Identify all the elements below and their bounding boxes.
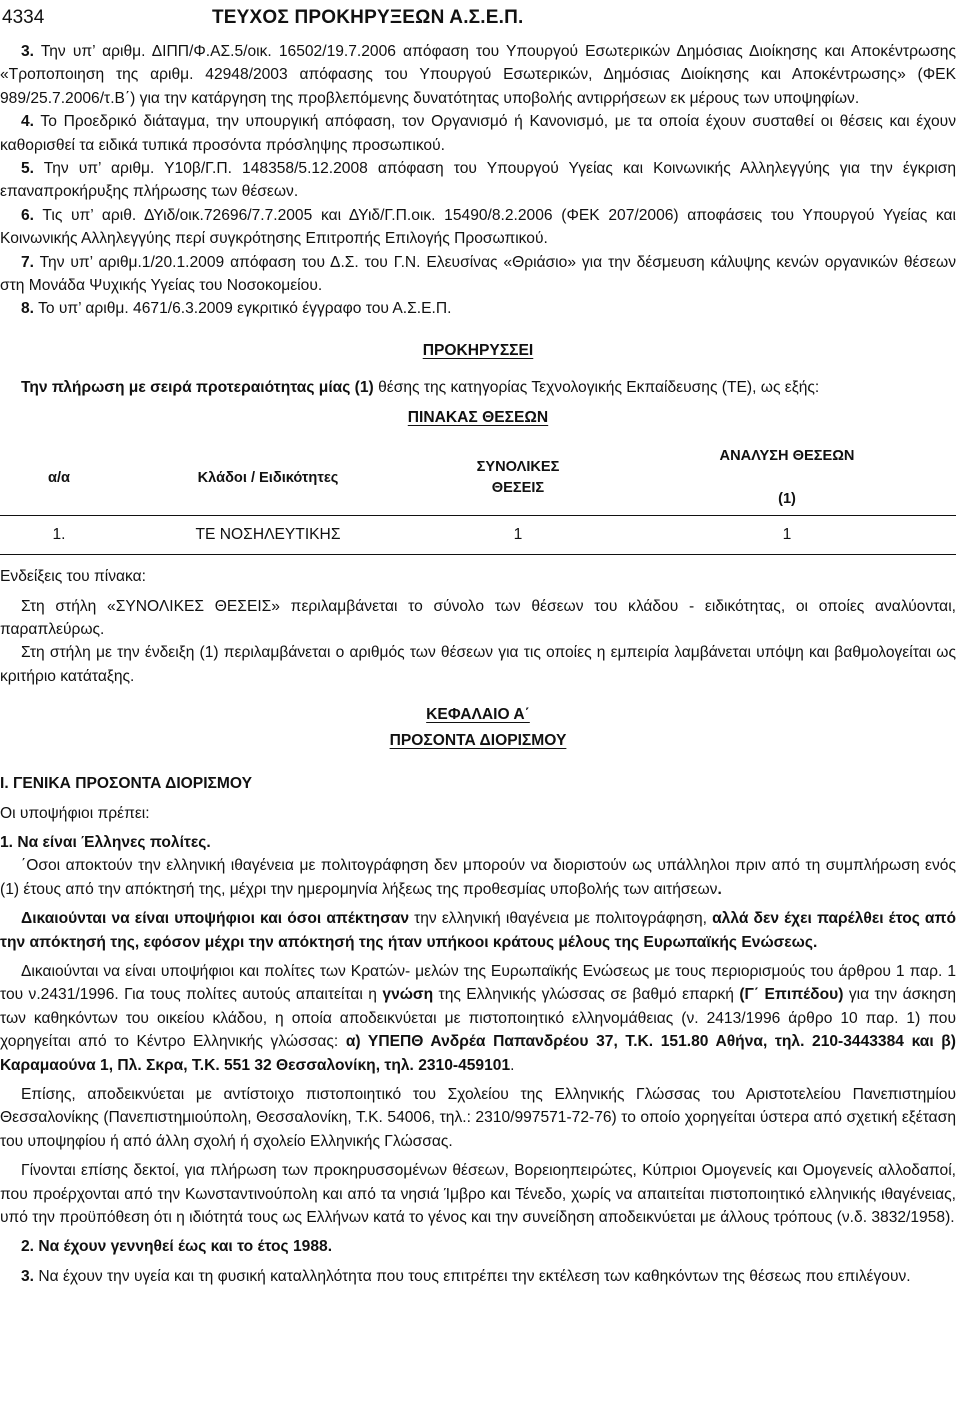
legend-paragraph-2: Στη στήλη με την ένδειξη (1) περιλαμβάνεται ο αριθμός των θέσεων για τις οποίες η εμπειρία λαμβάνεται υπόψη και βαθμολογείται ως κριτήριο κατάταξης. bbox=[0, 644, 956, 685]
req1-p1-text: ΄Οσοι αποκτούν την ελληνική ιθαγένεια με πολιτογράφηση δεν μπορούν να διοριστούν ως υπάλληλοι πριν από τη συμπλήρωση ενός (1) έτους από την απόκτησή της, μέχρι την ημερομηνία λήξεως της προθεσμίας υποβολής των αιτήσεων bbox=[0, 857, 956, 898]
requirement-1-paragraph-4: Επίσης, αποδεικνύεται με αντίστοιχο πιστοποιητικό του Σχολείου της Ελληνικής Γλώσσας του Αριστοτελείου Πανεπιστημίου Θεσσαλονίκης (Πανεπιστημιούπολη, Θεσσαλονίκη, Τ.Κ. 54006, τηλ.: 2310/997571-72-76) το οποίο χορηγείται ύστερα από σχετική εξέταση του υποψηφίου ή από άλλη σχολή ή σχολείο Ελληνικής Γλώσσας. bbox=[0, 1086, 956, 1150]
chapter-subtitle: ΠΡΟΣΟΝΤΑ ΔΙΟΡΙΣΜΟΥ bbox=[389, 732, 567, 750]
consideration-4 bbox=[0, 110, 956, 157]
col-header-total bbox=[418, 441, 618, 516]
cell-total: 1 bbox=[418, 516, 618, 555]
journal-title: ΤΕΥΧΟΣ ΠΡΟΚΗΡΥΞΕΩΝ Α.Σ.Ε.Π. bbox=[212, 7, 524, 28]
req1-p3-bold-level: (Γ΄ Επιπέδου) bbox=[739, 986, 844, 1004]
req1-p2-bold-a: Δικαιούνται να είναι υποψήφιοι και όσοι απέκτησαν bbox=[21, 910, 410, 928]
col-header-branch: Κλάδοι / Ειδικότητες bbox=[118, 441, 418, 516]
consideration-6 bbox=[0, 204, 956, 251]
consideration-7 bbox=[0, 251, 956, 298]
requirements-intro: Οι υποψήφιοι πρέπει: bbox=[0, 804, 150, 822]
consideration-5-text: Την υπ’ αριθμ. Υ10β/Γ.Π. 148358/5.12.2008 απόφαση του Υπουργού Υγείας και Κοινωνικής Αλληλεγγύης για την έγκριση επαναπροκήρυξης πλήρωσης των θέσεων. bbox=[0, 160, 956, 201]
requirement-3-text: Να έχουν την υγεία και τη φυσική καταλληλότητα που τους επιτρέπει την εκτέλεση των καθηκόντων της θέσεως που επιλέγουν. bbox=[34, 1267, 911, 1285]
requirement-1-paragraph-3 bbox=[0, 960, 956, 1077]
cell-number: 1. bbox=[0, 516, 118, 555]
announcement-title-text: ΠΡΟΚΗΡΥΣΣΕΙ bbox=[422, 341, 534, 359]
section-title bbox=[0, 772, 956, 795]
req1-p3-text-c: για την άσκηση των καθηκόντων του οικείου κλάδου, η οποία αποδεικνύεται με πιστοποιητικό ελληνομάθειας (ν. 2413/1996 άρθρο 10 παρ. 1) που χορηγείται από το Κέντρο Ελληνικής γλώσσας: bbox=[0, 986, 956, 1051]
col-header-total-line1: ΣΥΝΟΛΙΚΕΣ bbox=[476, 459, 560, 476]
col-header-total-line2: ΘΕΣΕΙΣ bbox=[491, 480, 545, 497]
req1-p3-end: . bbox=[510, 1056, 515, 1074]
consideration-4-number: 4. bbox=[21, 113, 35, 131]
requirement-2-title-text: 2. Να έχουν γεννηθεί έως και το έτος 1988. bbox=[21, 1238, 333, 1256]
req1-p2-text: την ελληνική ιθαγένεια με πολιτογράφηση, bbox=[409, 910, 713, 928]
document-body bbox=[0, 40, 956, 1288]
section-title-text: Ι. ΓΕΝΙΚΑ ΠΡΟΣΟΝΤΑ ΔΙΟΡΙΣΜΟΥ bbox=[0, 775, 252, 793]
announcement-title bbox=[0, 339, 956, 362]
cell-breakdown: 1 bbox=[618, 516, 956, 555]
col-header-breakdown-title: ΑΝΑΛΥΣΗ ΘΕΣΕΩΝ bbox=[719, 448, 855, 465]
requirement-1-title bbox=[0, 831, 956, 854]
positions-table-header bbox=[0, 441, 956, 516]
req1-p1-end: . bbox=[717, 880, 722, 898]
requirement-3-number: 3. bbox=[21, 1267, 35, 1285]
req1-p3-text-b: της Ελληνικής γλώσσας σε βαθμό επαρκή bbox=[433, 986, 740, 1004]
req1-p3-bold-addresses: α) ΥΠΕΠΘ Ανδρέα Παπανδρέου 37, Τ.Κ. 151.80 Αθήνα, τηλ. 210-3443384 και β) Καραμαούνα 1, Πλ. Σκρα, Τ.Κ. 551 32 Θεσσαλονίκη, τηλ. 2310-459101 bbox=[0, 1033, 956, 1074]
consideration-6-number: 6. bbox=[21, 206, 35, 224]
requirement-2-title bbox=[0, 1235, 956, 1258]
table-row bbox=[0, 516, 956, 555]
consideration-4-text: Το Προεδρικό διάταγμα, την υπουργική απόφαση, τον Οργανισμό ή Κανονισμό, με τα οποία έχουν συσταθεί οι θέσεις και έχουν καθορισθεί τα ειδικά τυπικά προσόντα πρόσληψης προσωπικού. bbox=[0, 113, 956, 154]
col-header-breakdown bbox=[618, 441, 956, 516]
consideration-6-text: Τις υπ’ αριθ. ΔΥιδ/οικ.72696/7.7.2005 και ΔΥιδ/Γ.Π.οικ. 15490/8.2.2006 (ΦΕΚ 207/2006) αποφάσεις του Υπουργού Υγείας και Κοινωνικής Αλληλεγγύης περί συγκρότησης Επιτροπής Επιλογής Προσωπικού. bbox=[0, 206, 956, 248]
cell-branch: ΤΕ ΝΟΣΗΛΕΥΤΙΚΗΣ bbox=[118, 516, 418, 555]
req1-p3-bold-knowledge: γνώση bbox=[382, 986, 434, 1004]
consideration-5-number: 5. bbox=[21, 160, 35, 178]
consideration-3-text: Την υπ’ αριθμ. ΔΙΠΠ/Φ.ΑΣ.5/οικ. 16502/19.7.2006 απόφαση του Υπουργού Εσωτερικών Δημόσιας Διοίκησης και Αποκέντρωσης «Τροποποιηση της αριθμ. 42948/2003 απόφασης του Υπουργού Εσωτερικών, Δημόσιας Διοίκησης και Αποκέντρωσης» (ΦΕΚ 989/25.7.2006/τ.Β΄) για την κατάργηση της προβλεπόμενης δυνατότητας υποβολής αντιρρήσεων εκ μέρους των υποψηφίων. bbox=[0, 43, 956, 107]
announcement-lead-bold: Την πλήρωση με σειρά προτεραιότητας μίας (1) bbox=[21, 379, 374, 397]
page-number: 4334 bbox=[2, 7, 45, 28]
page-header bbox=[0, 0, 960, 40]
requirement-1-paragraph-1 bbox=[0, 854, 956, 901]
requirement-1-paragraph-2 bbox=[0, 907, 956, 954]
req1-p2-bold-b: αλλά δεν έχει παρέλθει έτος από την απόκτησή της, εφόσον μέχρι την απόκτησή της ήταν υπήκοοι κράτους μέλους της Ευρωπαϊκής Ενώσεως. bbox=[0, 910, 956, 951]
requirement-1-paragraph-5: Γίνονται επίσης δεκτοί, για πλήρωση των προκηρυσσομένων θέσεων, Βορειοηπειρώτες, Κύπριοι Ομογενείς και Ομογενείς αλλοδαποί, που προέρχονται από την Κωνσταντινούπολη και από τα νησιά Ίμβρο και Τένεδο, χωρίς να απαιτείται πιστοποιητικό ελληνικής ιθαγένειας, υπό την προϋπόθεση ότι η ιδιότητά τους ως Ελλήνων κατά το γένος και την συνείδηση αποδεικνύεται με άλλους τρόπους (ν.δ. 3832/1958). bbox=[0, 1162, 956, 1227]
consideration-7-number: 7. bbox=[21, 253, 35, 271]
announcement-lead-rest: θέσης της κατηγορίας Τεχνολογικής Εκπαίδευσης (ΤΕ), ως εξής: bbox=[373, 379, 820, 397]
consideration-3-number: 3. bbox=[21, 43, 35, 60]
positions-table-title-text: ΠΙΝΑΚΑΣ ΘΕΣΕΩΝ bbox=[407, 408, 549, 426]
announcement-lead bbox=[0, 376, 956, 399]
consideration-8 bbox=[0, 297, 956, 320]
consideration-8-text: Το υπ’ αριθμ. 4671/6.3.2009 εγκριτικό έγγραφο του Α.Σ.Ε.Π. bbox=[34, 300, 452, 318]
consideration-3 bbox=[0, 40, 956, 110]
consideration-7-text: Την υπ’ αριθμ.1/20.1.2009 απόφαση του Δ.Σ. του Γ.Ν. Ελευσίνας «Θριάσιο» για την δέσμευση κάλυψης κενών οργανικών θέσεων στη Μονάδα Ψυχικής Υγείας του Νοσοκομείου. bbox=[0, 253, 956, 295]
requirement-3 bbox=[0, 1265, 956, 1288]
chapter-heading bbox=[0, 702, 956, 754]
positions-table bbox=[0, 441, 956, 555]
legend-intro: Ενδείξεις του πίνακα: bbox=[0, 568, 147, 586]
chapter-title: ΚΕΦΑΛΑΙΟ Α΄ bbox=[426, 706, 530, 724]
requirement-1-title-text: 1. Να είναι Έλληνες πολίτες. bbox=[0, 833, 211, 851]
consideration-5 bbox=[0, 157, 956, 204]
col-header-number: α/α bbox=[0, 441, 118, 516]
legend-paragraph-1: Στη στήλη «ΣΥΝΟΛΙΚΕΣ ΘΕΣΕΙΣ» περιλαμβάνεται το σύνολο των θέσεων του κλάδου - ειδικότητας, οι οποίες αναλύονται, παραπλεύρως. bbox=[0, 597, 956, 638]
positions-table-title bbox=[0, 406, 956, 429]
col-header-breakdown-sub: (1) bbox=[778, 491, 796, 508]
req1-p3-text-a: Δικαιούνται να είναι υποψήφιοι και πολίτες των Κρατών- μελών της Ευρωπαϊκής Ενώσεως με τους περιορισμούς του άρθρου 1 παρ. 1 του ν.2431/1996. Για τους πολίτες αυτούς απαιτείται η bbox=[0, 962, 956, 1004]
consideration-8-number: 8. bbox=[21, 300, 35, 318]
